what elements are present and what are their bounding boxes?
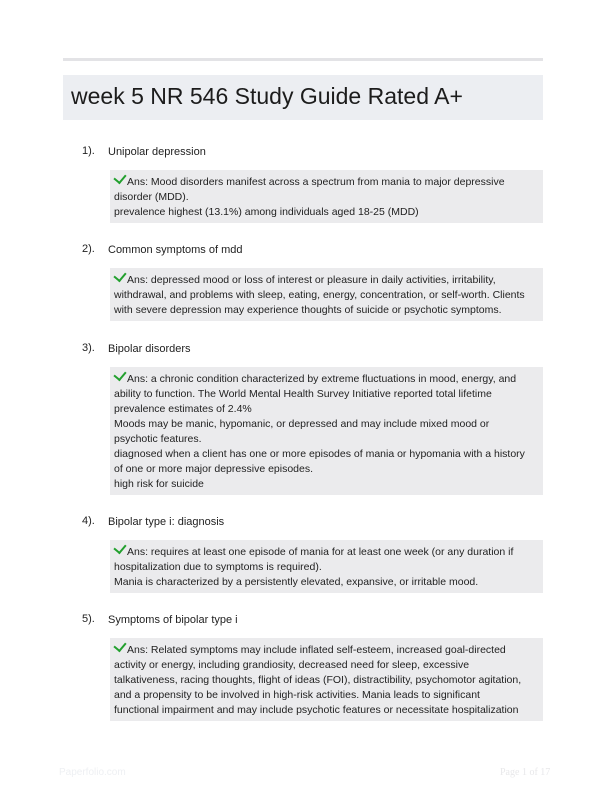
answer-line: prevalence highest (13.1%) among individuals aged 18-25 (MDD) xyxy=(114,206,419,218)
answer-line: Ans: requires at least one episode of mania for at least one week (or any duration if xyxy=(127,546,514,558)
question-number: 2). xyxy=(82,243,95,255)
top-divider xyxy=(63,58,543,61)
answer-box xyxy=(110,638,543,721)
question-text: Bipolar type i: diagnosis xyxy=(108,516,225,528)
question-text: Bipolar disorders xyxy=(108,343,191,355)
answer-box xyxy=(110,540,543,593)
answer-line: withdrawal, and problems with sleep, eating, energy, concentration, or self-worth. Clients xyxy=(114,289,525,301)
question-text: Unipolar depression xyxy=(108,146,206,158)
answer-box xyxy=(110,170,543,223)
title-banner xyxy=(63,75,543,120)
checkmark-icon xyxy=(113,541,126,555)
page-indicator: Page 1 of 17 xyxy=(500,767,551,778)
answer-line: Ans: depressed mood or loss of interest or pleasure in daily activities, irritability, xyxy=(127,274,496,286)
answer-line: functional impairment and may include psychotic features or necessitate hospitalization xyxy=(114,704,519,716)
footer-watermark: Paperfolio.com xyxy=(59,767,126,778)
answer-box xyxy=(110,367,543,495)
question-number: 4). xyxy=(82,515,95,527)
answer-line: Mania is characterized by a persistently elevated, expansive, or irritable mood. xyxy=(114,576,479,588)
checkmark-icon xyxy=(113,639,126,653)
question-number: 1). xyxy=(82,145,95,157)
question-text: Symptoms of bipolar type i xyxy=(108,614,238,626)
question-number: 5). xyxy=(82,613,95,625)
checkmark-icon xyxy=(113,368,126,382)
answer-line: psychotic features. xyxy=(114,433,202,445)
document-title: week 5 NR 546 Study Guide Rated A+ xyxy=(71,83,463,109)
checkmark-icon xyxy=(113,269,126,283)
answer-line: hospitalization due to symptoms is required). xyxy=(114,561,322,573)
answer-line: disorder (MDD). xyxy=(114,191,189,203)
answer-line: Ans: Mood disorders manifest across a spectrum from mania to major depressive xyxy=(127,176,505,188)
answer-line: activity or energy, including grandiosity, decreased need for sleep, excessive xyxy=(114,659,470,671)
answer-line: Moods may be manic, hypomanic, or depressed and may include mixed mood or xyxy=(114,418,490,430)
answer-line: prevalence estimates of 2.4% xyxy=(114,403,252,415)
answer-line: ability to function. The World Mental Health Survey Initiative reported total lifetime xyxy=(114,388,492,400)
answer-line: and a propensity to be involved in high-risk activities. Mania leads to significant xyxy=(114,689,480,701)
answer-line: of one or more major depressive episodes. xyxy=(114,463,314,475)
answer-line: Ans: a chronic condition characterized by extreme fluctuations in mood, energy, and xyxy=(127,373,517,385)
question-number: 3). xyxy=(82,342,95,354)
answer-box xyxy=(110,268,543,321)
checkmark-icon xyxy=(113,171,126,185)
answer-line: with severe depression may experience thoughts of suicide or psychotic symptoms. xyxy=(114,304,502,316)
answer-line: talkativeness, racing thoughts, flight of ideas (FOI), distractibility, psychomotor agitation, xyxy=(114,674,522,686)
answer-line: Ans: Related symptoms may include inflated self-esteem, increased goal-directed xyxy=(127,644,506,656)
answer-line: high risk for suicide xyxy=(114,478,204,490)
question-text: Common symptoms of mdd xyxy=(108,244,243,256)
answer-line: diagnosed when a client has one or more episodes of mania or hypomania with a history xyxy=(114,448,525,460)
